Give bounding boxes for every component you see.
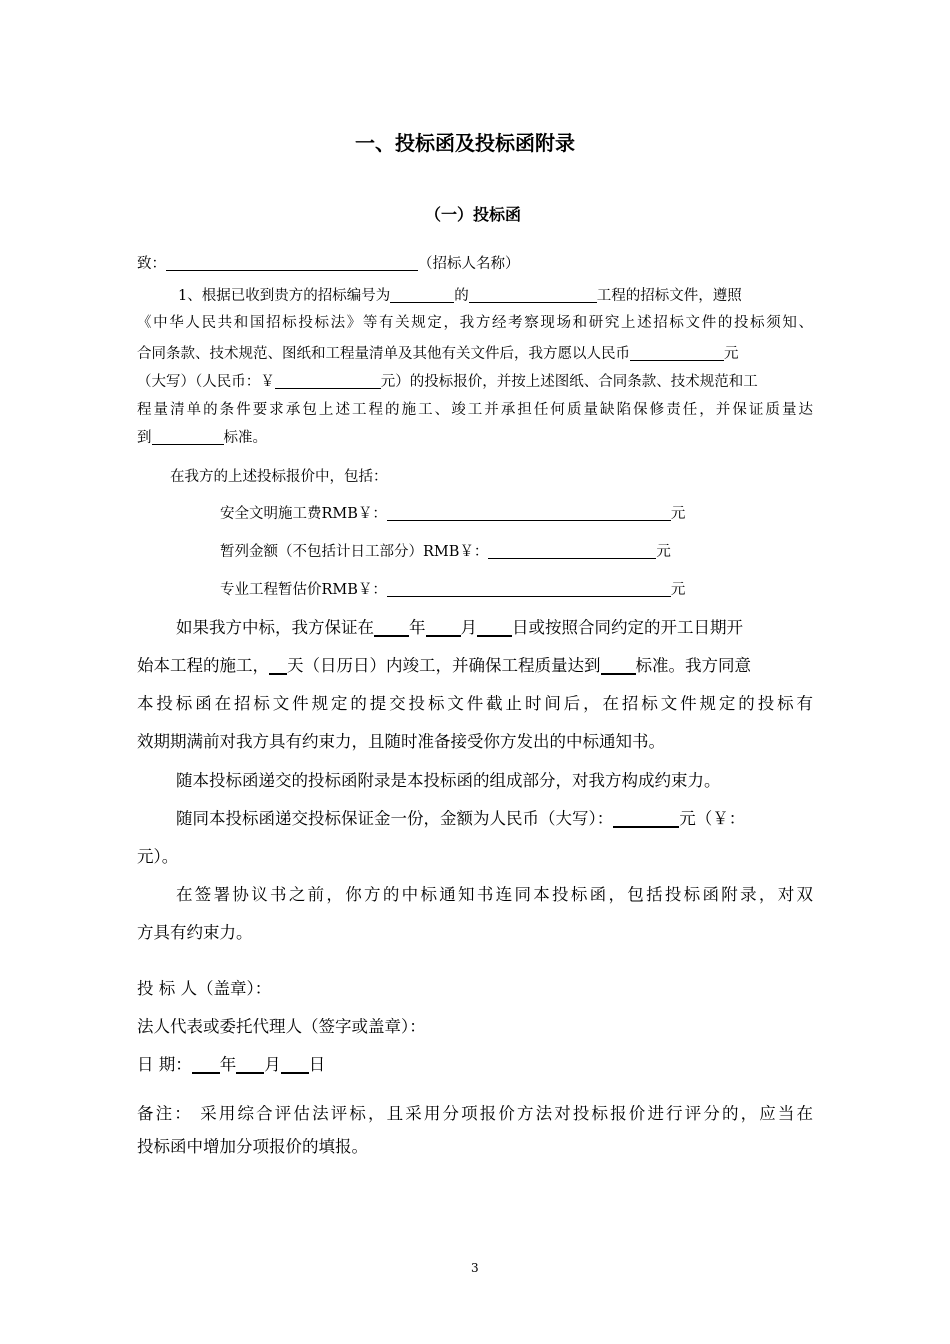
p5-line2: 方具有约束力。	[137, 923, 253, 942]
bidder-seal-line: 投 标 人（盖章）：	[137, 979, 272, 998]
p3-line: 随本投标函递交的投标函附录是本投标函的组成部分，对我方构成约束力。	[176, 771, 721, 790]
amount-yen-blank	[275, 374, 381, 390]
p2-line2: 始本工程的施工， 天（日历日）内竣工，并确保工程质量达到 标准。我方同意	[137, 656, 751, 675]
fee-provisional-blank	[488, 544, 656, 560]
fee-specialty-blank	[387, 582, 671, 598]
includes-line: 在我方的上述投标报价中，包括：	[170, 469, 388, 485]
p2-line3: 本投标函在招标文件规定的提交投标文件截止时间后，在招标文件规定的投标有	[137, 694, 813, 713]
p1-line6: 到 标准。	[137, 430, 267, 446]
page-number: 3	[471, 1261, 479, 1275]
p2-line1: 如果我方中标，我方保证在 年 月 日或按照合同约定的开工日期开	[176, 618, 743, 637]
p2-line4: 效期期满前对我方具有约束力，且随时准备接受你方发出的中标通知书。	[137, 732, 665, 751]
tender-number-blank	[390, 288, 454, 304]
p5-line1: 在签署协议书之前，你方的中标通知书连同本投标函，包括投标函附录，对双	[176, 885, 813, 904]
remark-line1: 备注： 采用综合评估法评标，且采用分项报价方法对投标报价进行评分的，应当在	[137, 1104, 813, 1123]
date-line: 日 期： 年 月 日	[137, 1055, 326, 1074]
date-month-blank	[236, 1056, 264, 1075]
section-subtitle: （一）投标函	[425, 205, 522, 224]
date-day-blank	[281, 1056, 309, 1075]
p1-line2: 《中华人民共和国招标投标法》等有关规定，我方经考察现场和研究上述招标文件的投标须知、	[137, 315, 813, 331]
representative-line: 法人代表或委托代理人（签字或盖章）：	[137, 1017, 426, 1036]
p1-line4: （大写）（人民币：￥ 元）的投标报价，并按上述图纸、合同条款、技术规范和工	[137, 374, 758, 390]
p1-line5: 程量清单的条件要求承包上述工程的施工、竣工并承担任何质量缺陷保修责任，并保证质量达	[137, 402, 813, 418]
date-year-blank	[192, 1056, 220, 1075]
fee-provisional: 暂列金额（不包括计日工部分）RMB￥： 元	[220, 544, 671, 560]
p4-line2: 元）。	[137, 847, 179, 866]
p4-line1: 随同本投标函递交投标保证金一份，金额为人民币（大写）： 元（￥：	[176, 809, 746, 828]
fee-safety-blank	[387, 506, 671, 522]
fee-specialty: 专业工程暂估价RMB￥： 元	[220, 582, 686, 598]
p1-line3: 合同条款、技术规范、图纸和工程量清单及其他有关文件后，我方愿以人民币 元	[137, 346, 739, 362]
fee-safety: 安全文明施工费RMB￥： 元	[220, 506, 686, 522]
recipient-blank	[166, 256, 418, 272]
quality-standard-blank	[152, 430, 224, 446]
project-name-blank	[469, 288, 597, 304]
remark-line2: 投标函中增加分项报价的填报。	[137, 1137, 368, 1156]
addressee-line: 致： （招标人名称）	[137, 256, 520, 272]
amount-rmb-blank	[630, 346, 724, 362]
bond-amount-blank	[613, 810, 679, 829]
page-title: 一、投标函及投标函附录	[355, 131, 575, 155]
p1-line1: 1、根据已收到贵方的招标编号为 的 工程的招标文件，遵照	[178, 288, 742, 304]
